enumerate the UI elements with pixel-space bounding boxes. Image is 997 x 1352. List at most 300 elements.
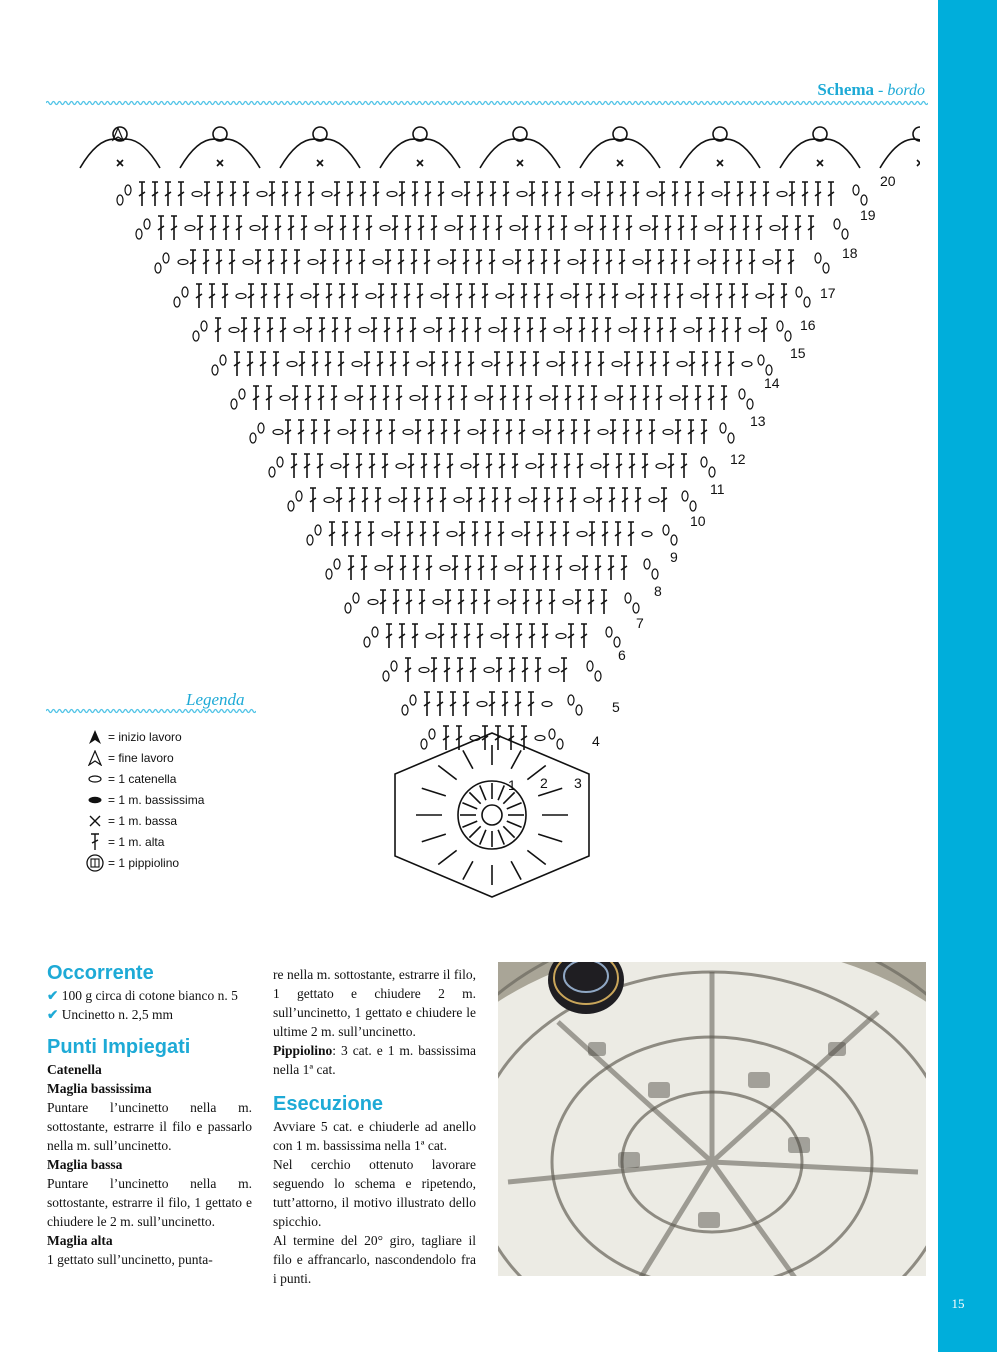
chain-mark xyxy=(777,321,783,331)
chain-mark xyxy=(519,498,529,503)
stitch-mark xyxy=(390,352,396,376)
chain-mark xyxy=(438,260,448,265)
stitch-mark xyxy=(334,182,340,206)
stitch-mark xyxy=(394,522,400,546)
chain-mark xyxy=(372,627,378,637)
bassissima-icon xyxy=(84,790,106,810)
chain-mark xyxy=(815,253,821,263)
chain-mark xyxy=(526,464,536,469)
chain-mark xyxy=(705,226,715,231)
stitch-mark xyxy=(606,250,612,274)
stitch-mark xyxy=(508,284,514,308)
stitch-mark xyxy=(815,182,821,206)
stitch-row xyxy=(250,420,734,444)
chain-mark xyxy=(193,331,199,341)
stitch-mark xyxy=(386,624,392,648)
chain-mark xyxy=(345,603,351,613)
stitch-mark xyxy=(549,590,555,614)
stitch-mark xyxy=(419,590,425,614)
chain-mark xyxy=(331,464,341,469)
stitch-mark xyxy=(262,216,268,240)
stitch-mark xyxy=(369,454,375,478)
chain-mark xyxy=(598,430,608,435)
round-number: 17 xyxy=(820,285,836,301)
stitch-mark xyxy=(152,182,158,206)
chain-mark xyxy=(174,297,180,307)
stitch-mark xyxy=(255,250,261,274)
stitch-mark xyxy=(729,284,735,308)
chain-mark xyxy=(452,192,462,197)
stitch-mark xyxy=(317,454,323,478)
stitch-mark xyxy=(362,488,368,512)
chain-mark xyxy=(257,192,267,197)
chain-mark xyxy=(582,192,592,197)
stitch-mark xyxy=(304,454,310,478)
chain-mark xyxy=(605,396,615,401)
stitch-mark xyxy=(443,284,449,308)
stitch-mark xyxy=(515,692,521,716)
stitch-mark xyxy=(494,352,500,376)
stitch-mark xyxy=(658,250,664,274)
chain-mark xyxy=(338,430,348,435)
stitch-mark xyxy=(749,250,755,274)
stitch-mark xyxy=(292,386,298,410)
stitch-mark xyxy=(578,386,584,410)
stitch-mark xyxy=(508,726,514,750)
stitch-mark xyxy=(717,216,723,240)
stitch-mark xyxy=(452,556,458,580)
stitch-mark xyxy=(253,386,259,410)
stitch-mark xyxy=(377,352,383,376)
stitch-mark xyxy=(466,488,472,512)
stitch-mark xyxy=(332,318,338,342)
stitch-mark xyxy=(287,284,293,308)
stitch-mark xyxy=(464,182,470,206)
stitch-mark xyxy=(456,284,462,308)
chain-mark xyxy=(542,702,552,707)
chain-mark xyxy=(185,226,195,231)
stitch-row xyxy=(326,556,658,580)
chain-mark xyxy=(353,593,359,603)
stitch-description: re nella m. sottostante, estrarre il filo, 1 gettato e chiudere 2 m. sull’uncinetto, 1 gettato e chiudere le ultime 2 m. sull’uncinetto. xyxy=(273,967,476,1039)
chain-mark xyxy=(563,600,573,605)
stitch-mark xyxy=(448,386,454,410)
chain-mark xyxy=(368,600,378,605)
stitch-mark xyxy=(775,250,781,274)
stitch-mark xyxy=(675,420,681,444)
stitch-row xyxy=(117,182,867,206)
stitch-mark xyxy=(285,420,291,444)
stitch-mark xyxy=(585,352,591,376)
stitch-mark xyxy=(312,352,318,376)
material-item: ✔ 100 g circa di cotone bianco n. 5 xyxy=(47,988,238,1003)
chain-mark xyxy=(417,362,427,367)
stitch-mark xyxy=(516,624,522,648)
chain-mark xyxy=(575,226,585,231)
chain-mark xyxy=(642,532,652,537)
stitch-mark xyxy=(564,454,570,478)
bassa-icon xyxy=(84,811,106,831)
stitch-mark xyxy=(524,522,530,546)
stitch-mark xyxy=(599,284,605,308)
stitch-mark xyxy=(349,488,355,512)
stitch-mark xyxy=(458,590,464,614)
chain-mark xyxy=(380,226,390,231)
stitch-mark xyxy=(269,182,275,206)
stitch-mark xyxy=(469,792,480,803)
stitch-mark xyxy=(399,624,405,648)
stitch-mark xyxy=(360,182,366,206)
stitch-mark xyxy=(391,284,397,308)
stitch-mark xyxy=(499,454,505,478)
side-color-band xyxy=(938,0,997,1352)
stitch-mark xyxy=(404,284,410,308)
stitch-mark xyxy=(308,182,314,206)
stitch-mark xyxy=(573,284,579,308)
stitch-mark xyxy=(566,318,572,342)
stitch-mark xyxy=(556,556,562,580)
stitch-mark xyxy=(682,386,688,410)
stitch-mark xyxy=(204,182,210,206)
chain-mark xyxy=(498,600,508,605)
stitch-mark xyxy=(579,318,585,342)
chain-mark xyxy=(322,192,332,197)
stitch-mark xyxy=(306,318,312,342)
stitch-mark xyxy=(519,420,525,444)
stitch-mark xyxy=(696,318,702,342)
stitch-mark xyxy=(511,861,521,879)
stitch-mark xyxy=(636,420,642,444)
stitch-mark xyxy=(622,488,628,512)
stitch-mark xyxy=(505,488,511,512)
stitch-mark xyxy=(217,182,223,206)
chain-mark xyxy=(391,661,397,671)
stitch-mark xyxy=(401,488,407,512)
stitch-mark xyxy=(413,556,419,580)
stitch-mark xyxy=(196,284,202,308)
stitch-mark xyxy=(782,216,788,240)
chain-mark xyxy=(429,729,435,739)
round-number: 10 xyxy=(690,513,706,529)
chain-mark xyxy=(410,695,416,705)
chain-mark xyxy=(182,287,188,297)
stitch-mark xyxy=(350,420,356,444)
chain-mark xyxy=(777,192,787,197)
stitch-mark xyxy=(450,692,456,716)
pippiolino-icon xyxy=(84,853,106,873)
stitch-mark xyxy=(266,386,272,410)
stitch-mark xyxy=(709,318,715,342)
stitch-row xyxy=(383,658,601,682)
stitch-mark xyxy=(570,488,576,512)
legend-item: = inizio lavoro xyxy=(84,726,304,747)
stitch-mark xyxy=(438,624,444,648)
stitch-mark xyxy=(431,216,437,240)
stitch-mark xyxy=(551,454,557,478)
chain-mark xyxy=(512,532,522,537)
stitch-mark xyxy=(234,352,240,376)
stitch-mark xyxy=(310,488,316,512)
chain-mark xyxy=(584,498,594,503)
stitch-mark xyxy=(178,182,184,206)
stitch-mark xyxy=(320,250,326,274)
stitch-mark xyxy=(426,556,432,580)
chain-mark xyxy=(649,498,659,503)
stitch-mark xyxy=(756,216,762,240)
stitch-mark xyxy=(701,420,707,444)
stitch-mark xyxy=(724,182,730,206)
stitch-mark xyxy=(721,386,727,410)
chain-mark xyxy=(496,294,506,299)
stitch-mark xyxy=(582,556,588,580)
stitch-mark xyxy=(405,216,411,240)
chain-mark xyxy=(424,328,434,333)
stitch-mark xyxy=(596,488,602,512)
stitch-mark xyxy=(435,386,441,410)
chain-mark xyxy=(294,328,304,333)
chain-mark xyxy=(364,637,370,647)
chain-mark xyxy=(477,702,487,707)
stitch-mark xyxy=(795,216,801,240)
stitch-mark xyxy=(325,352,331,376)
stitch-row xyxy=(231,386,753,410)
stitch-mark xyxy=(459,522,465,546)
stitch-row xyxy=(174,284,810,308)
stitch-mark xyxy=(375,488,381,512)
chain-mark xyxy=(440,566,450,571)
stitch-mark xyxy=(728,352,734,376)
legend-item: = 1 catenella xyxy=(84,768,304,789)
stitch-mark xyxy=(405,658,411,682)
stitch-mark xyxy=(587,216,593,240)
stitch-mark xyxy=(472,522,478,546)
stitch-mark xyxy=(476,250,482,274)
stitch-row xyxy=(402,692,582,716)
stitch-mark xyxy=(352,284,358,308)
stitch-mark xyxy=(502,692,508,716)
stitch-mark xyxy=(480,785,486,800)
stitch-mark xyxy=(455,352,461,376)
stitch-mark xyxy=(624,352,630,376)
doily-photo xyxy=(498,962,926,1276)
stitch-mark xyxy=(462,318,468,342)
chain-mark xyxy=(375,566,385,571)
stitch-mark xyxy=(750,182,756,206)
picot-mark xyxy=(513,127,527,141)
stitch-mark xyxy=(514,318,520,342)
stitch-mark xyxy=(210,216,216,240)
stitch-mark xyxy=(645,250,651,274)
stitch-mark xyxy=(398,250,404,274)
stitch-mark xyxy=(591,386,597,410)
stitch-mark xyxy=(526,386,532,410)
stitch-mark xyxy=(247,352,253,376)
stitch-mark xyxy=(355,522,361,546)
stitch-mark xyxy=(580,250,586,274)
stitch-mark xyxy=(529,182,535,206)
chain-mark xyxy=(426,634,436,639)
chain-mark xyxy=(231,399,237,409)
chain-mark xyxy=(804,297,810,307)
chain-mark xyxy=(770,226,780,231)
stitch-mark xyxy=(670,318,676,342)
stitch-mark xyxy=(633,182,639,206)
chain-mark xyxy=(834,219,840,229)
stitch-mark xyxy=(537,522,543,546)
stitch-mark xyxy=(572,352,578,376)
stitch-mark xyxy=(346,250,352,274)
stitch-mark xyxy=(324,420,330,444)
stitch-mark xyxy=(392,216,398,240)
stitch-mark xyxy=(511,750,521,768)
chain-mark xyxy=(510,226,520,231)
stitch-row xyxy=(136,216,848,240)
stitch-mark xyxy=(498,522,504,546)
stitch-mark xyxy=(438,766,456,780)
punti-heading: Punti Impiegati xyxy=(47,1036,191,1058)
chain-mark xyxy=(606,627,612,637)
instruction-paragraph: Nel cerchio ottenuto lavorare seguendo lo schema e ripetendo, tutt’attorno, il motivo illustrato dello spicchio. xyxy=(273,1157,476,1229)
stitch-mark xyxy=(436,318,442,342)
legend-title: Legenda xyxy=(186,690,245,709)
chain-mark xyxy=(540,396,550,401)
chain-mark xyxy=(447,532,457,537)
title-divider xyxy=(46,99,928,107)
stitch-mark xyxy=(517,556,523,580)
stitch-row xyxy=(269,454,715,478)
stitch-mark xyxy=(294,250,300,274)
picot-mark xyxy=(713,127,727,141)
stitch-mark xyxy=(288,216,294,240)
stitch-mark xyxy=(507,352,513,376)
stitch-mark xyxy=(661,488,667,512)
stitch-mark xyxy=(438,850,456,864)
stitch-mark xyxy=(538,454,544,478)
stitch-mark xyxy=(254,318,260,342)
stitch-mark xyxy=(438,182,444,206)
chain-mark xyxy=(503,260,513,265)
chain-mark xyxy=(633,260,643,265)
chain-mark xyxy=(308,260,318,265)
stitch-mark xyxy=(412,624,418,648)
chain-mark xyxy=(315,226,325,231)
stitch-mark xyxy=(468,352,474,376)
round-number: 14 xyxy=(764,375,780,391)
stitch-mark xyxy=(598,352,604,376)
stitch-mark xyxy=(584,420,590,444)
stitch-mark xyxy=(685,182,691,206)
stitch-mark xyxy=(530,556,536,580)
legend-item: = fine lavoro xyxy=(84,747,304,768)
stitch-mark xyxy=(319,318,325,342)
stitch-description: Pippiolino: 3 cat. e 1 m. bassissima nella 1ª cat. xyxy=(273,1043,476,1077)
chain-mark xyxy=(229,328,239,333)
stitch-mark xyxy=(595,556,601,580)
stitch-mark xyxy=(274,284,280,308)
stitch-mark xyxy=(527,850,545,864)
chain-mark xyxy=(547,362,557,367)
picot-mark xyxy=(313,127,327,141)
chain-mark xyxy=(288,501,294,511)
stitch-mark xyxy=(664,284,670,308)
chain-mark xyxy=(861,195,867,205)
stitch-mark xyxy=(547,284,553,308)
chain-mark xyxy=(345,396,355,401)
chain-mark xyxy=(243,260,253,265)
stitch-mark xyxy=(710,250,716,274)
stitch-mark xyxy=(808,216,814,240)
stitch-mark xyxy=(515,250,521,274)
stitch-mark xyxy=(717,160,723,166)
stitch-mark xyxy=(617,160,623,166)
stitch-mark xyxy=(917,160,920,166)
stitch-mark xyxy=(743,216,749,240)
stitch-mark xyxy=(417,160,423,166)
chain-mark xyxy=(258,423,264,433)
stitch-mark xyxy=(521,284,527,308)
stitch-mark xyxy=(434,454,440,478)
chain-mark xyxy=(326,569,332,579)
stitch-mark xyxy=(507,821,522,827)
stitch-mark xyxy=(616,454,622,478)
chain-mark xyxy=(212,365,218,375)
round-number: 20 xyxy=(880,173,896,189)
stitch-row xyxy=(193,318,791,342)
stitch-mark xyxy=(368,522,374,546)
stitch-mark xyxy=(552,386,558,410)
stitch-mark xyxy=(461,386,467,410)
stitch-mark xyxy=(479,488,485,512)
stitch-mark xyxy=(768,284,774,308)
stitch-mark xyxy=(617,386,623,410)
chain-mark xyxy=(823,263,829,273)
stitch-mark xyxy=(608,556,614,580)
stitch-mark xyxy=(621,556,627,580)
scallop-mark xyxy=(880,139,920,168)
chain-mark xyxy=(389,498,399,503)
stitch-mark xyxy=(742,284,748,308)
stitch-mark xyxy=(689,352,695,376)
chain-mark xyxy=(663,525,669,535)
picot-mark xyxy=(813,127,827,141)
stitch-mark xyxy=(638,284,644,308)
stitch-mark xyxy=(209,284,215,308)
round-number: 2 xyxy=(540,775,548,791)
stitch-mark xyxy=(268,250,274,274)
chain-mark xyxy=(612,362,622,367)
stitch-row xyxy=(345,590,639,614)
stitch-mark xyxy=(267,318,273,342)
chain-mark xyxy=(280,396,290,401)
chain-mark xyxy=(549,729,555,739)
stitch-mark xyxy=(433,522,439,546)
stitch-mark xyxy=(575,590,581,614)
stitch-row xyxy=(212,352,772,376)
chain-mark xyxy=(640,226,650,231)
stitch-mark xyxy=(338,352,344,376)
stitch-mark xyxy=(593,250,599,274)
stitch-mark xyxy=(280,318,286,342)
stitch-mark xyxy=(117,160,123,166)
stitch-mark xyxy=(577,454,583,478)
stitch-mark xyxy=(418,216,424,240)
stitch-mark xyxy=(513,386,519,410)
stitch-mark xyxy=(483,216,489,240)
stitch-mark xyxy=(485,522,491,546)
stitch-mark xyxy=(557,488,563,512)
stitch-mark xyxy=(592,318,598,342)
stitch-mark xyxy=(301,216,307,240)
